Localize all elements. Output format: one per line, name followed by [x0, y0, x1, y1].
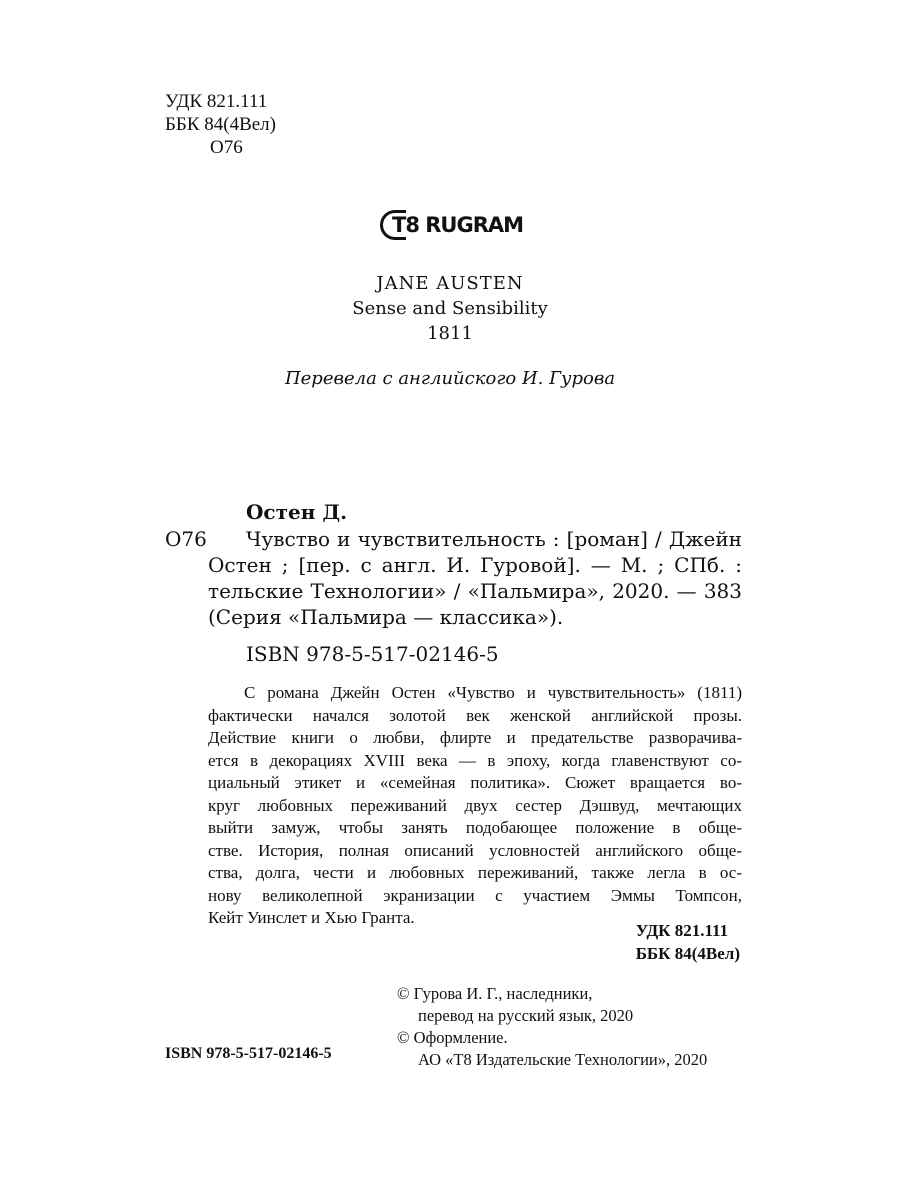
- top-classification-codes: [165, 90, 276, 159]
- bottom-isbn: ISBN 978-5-517-02146-5: [165, 1045, 332, 1062]
- bottom-bbk-code: ББК 84(4Вел): [635, 944, 740, 963]
- original-title-block: [0, 271, 900, 346]
- annotation-line: ства, долга, чести и любовных переживаний, также легла в ос-: [208, 863, 742, 882]
- annotation-line: С романа Джейн Остен «Чувство и чувствительность» (1811): [244, 683, 742, 702]
- catalog-isbn: ISBN 978-5-517-02146-5: [246, 642, 499, 666]
- annotation-line: ется в декорациях XVIII века — в эпоху, когда главенствуют со-: [208, 750, 742, 770]
- annotation: [208, 682, 742, 930]
- publisher-logo: [380, 205, 523, 245]
- annotation-line: циальный этикет и «семейная политика». Сюжет вращается во-: [208, 773, 742, 792]
- annotation-line: нову великолепной экранизации с участием Эммы Томпсон,: [208, 885, 742, 905]
- catalog-mark: О76: [165, 527, 207, 551]
- copyright-line: © Гурова И. Г., наследники,: [397, 984, 593, 1003]
- original-title: Sense and Sensibility: [352, 298, 548, 319]
- catalog-line: тельские Технологии» / «Пальмира», 2020. — 383: [208, 579, 742, 603]
- catalog-line: Чувство и чувствительность : [роман] / Джейн: [246, 527, 742, 551]
- copyright-block: [397, 983, 707, 1071]
- author-mark: О76: [210, 137, 243, 158]
- annotation-line: Кейт Уинслет и Хью Гранта.: [208, 908, 415, 927]
- annotation-line: круг любовных переживаний двух сестер Дэшвуд, мечтающих: [208, 795, 742, 815]
- translator-credit: Перевела с английского И. Гурова: [284, 368, 616, 389]
- annotation-line: выйти замуж, чтобы занять подобающее положение в обще-: [208, 818, 742, 837]
- udk-code: УДК 821.111: [165, 91, 268, 112]
- annotation-line: стве. История, полная описаний условностей английского обще-: [208, 840, 742, 860]
- copyright-line: © Оформление.: [397, 1028, 508, 1047]
- copyright-line: перевод на русский язык, 2020: [418, 1006, 634, 1025]
- catalog-author: Остен Д.: [246, 500, 348, 524]
- original-author: JANE AUSTEN: [376, 273, 524, 294]
- annotation-line: Действие книги о любви, флирте и предательстве разворачива-: [208, 728, 742, 747]
- bottom-udk-code: УДК 821.111: [635, 921, 729, 940]
- annotation-line: фактически начался золотой век женской английской прозы.: [208, 705, 742, 725]
- original-year: 1811: [427, 323, 473, 344]
- copyright-line: АО «Т8 Издательские Технологии», 2020: [418, 1050, 708, 1069]
- bbk-code: ББК 84(4Вел): [165, 114, 276, 135]
- catalog-line: Остен ; [пер. с англ. И. Гуровой]. — М. ; СПб. :: [208, 553, 742, 577]
- catalog-line: (Серия «Пальмира — классика»).: [208, 605, 564, 629]
- bottom-classification-codes: [636, 919, 740, 965]
- catalog-description: [208, 526, 742, 630]
- logo-text: T8 RUGRAM: [392, 213, 524, 237]
